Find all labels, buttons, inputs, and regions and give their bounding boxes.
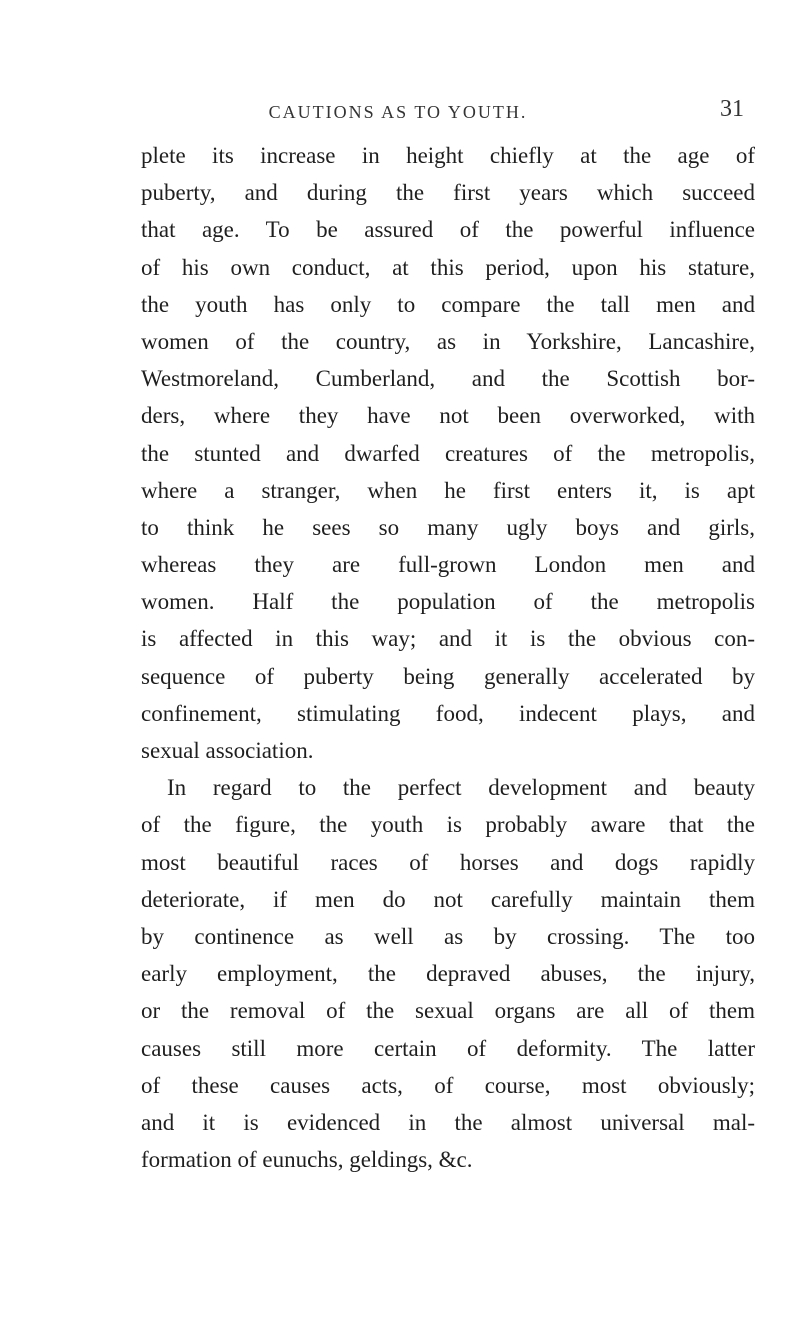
text-line: that age. To be assured of the powerful influence [141,217,755,243]
text-line: the stunted and dwarfed creatures of the metropolis, [141,440,755,466]
text-line: women. Half the population of the metropolis [141,589,755,615]
text-line: early employment, the depraved abuses, the injury, [141,961,755,987]
text-line: of these causes acts, of course, most obviously; [141,1072,755,1098]
text-line: of his own conduct, at this period, upon his stature, [141,254,755,280]
text-line: ders, where they have not been overworked, with [141,403,755,429]
text-line: deteriorate, if men do not carefully maintain them [141,886,755,912]
text-line: women of the country, as in Yorkshire, Lancashire, [141,328,755,354]
paragraph-end-line: formation of eunuchs, geldings, &c. [141,1147,473,1173]
running-title: CAUTIONS AS TO YOUTH. [268,102,528,122]
text-line: confinement, stimulating food, indecent plays, and [141,700,755,726]
text-line: is affected in this way; and it is the obvious con- [141,626,755,652]
text-line: where a stranger, when he first enters it, is apt [141,477,755,503]
text-line: or the removal of the sexual organs are all of them [141,998,755,1024]
page-number: 31 [720,96,744,122]
text-line: sequence of puberty being generally accelerated by [141,663,755,689]
paragraph-start-line: In regard to the perfect development and beauty [167,775,755,801]
text-line: by continence as well as by crossing. The too [141,923,755,949]
text-line: to think he sees so many ugly boys and girls, [141,514,755,540]
text-line: the youth has only to compare the tall men and [141,291,755,317]
text-line: causes still more certain of deformity. The latter [141,1035,755,1061]
text-line: plete its increase in height chiefly at the age of [141,143,755,168]
text-line: of the figure, the youth is probably aware that the [141,812,755,838]
text-line: Westmoreland, Cumberland, and the Scottish bor- [141,366,755,392]
paragraph-end-line: sexual association. [141,738,314,763]
body-text [141,137,755,1178]
text-line: most beautiful races of horses and dogs rapidly [141,849,755,875]
text-line: and it is evidenced in the almost universal mal- [141,1109,755,1135]
text-line: whereas they are full-grown London men and [141,552,755,578]
text-line: puberty, and during the first years which succeed [141,180,755,206]
